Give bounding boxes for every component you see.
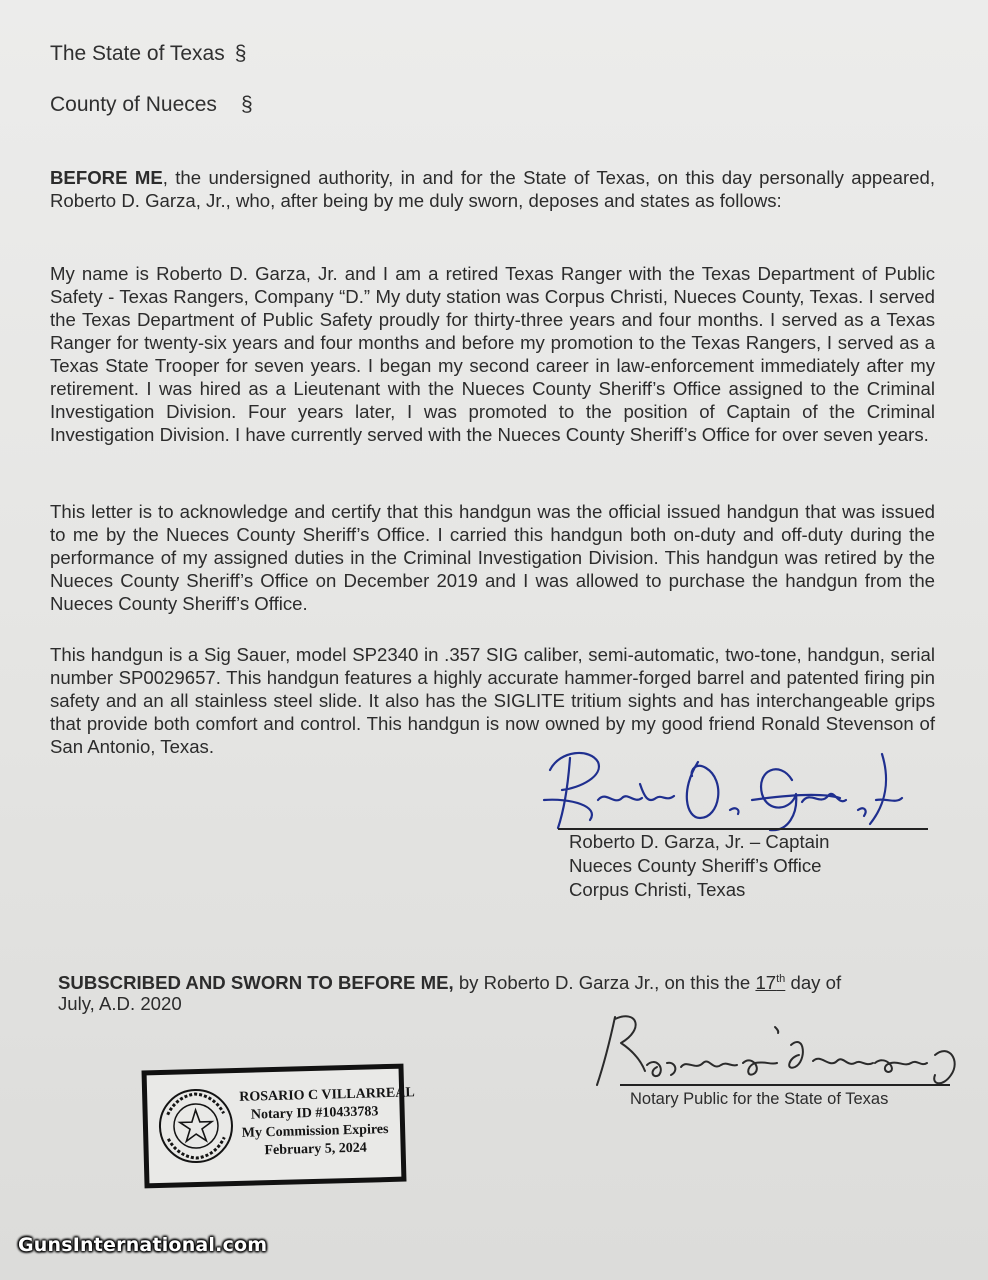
state-heading-text: The State of Texas — [50, 42, 225, 65]
stamp-notary-name: ROSARIO C VILLARREAL — [239, 1085, 415, 1105]
county-heading-text: County of Nueces — [50, 93, 217, 116]
notary-caption: Notary Public for the State of Texas — [630, 1090, 889, 1108]
notary-signature — [575, 1005, 965, 1095]
garza-signature — [530, 740, 930, 835]
section-symbol: § — [240, 93, 253, 116]
state-heading — [50, 42, 246, 66]
section-symbol: § — [234, 42, 247, 65]
stamp-expiration-date: February 5, 2024 — [264, 1140, 367, 1159]
jurat-date-line: July, A.D. 2020 — [58, 993, 182, 1015]
paragraph-certification: This letter is to acknowledge and certify that this handgun was the official issued handgun that was issued to me by the Nueces County Sheriff’s Office. I carried this handgun both on-duty and off-duty during the performance of my assigned duties in the Criminal Investigation Division. This handgun was retired by the Nueces County Sheriff’s Office on December 2019 and I was allowed to purchase the handgun from the Nueces County Sheriff’s Office. — [50, 501, 935, 614]
paragraph-handgun-description: This handgun is a Sig Sauer, model SP2340 in .357 SIG caliber, semi-automatic, two-tone, handgun, serial number SP0029657. This handgun features a highly accurate hammer-forged barrel and patented firing pin safety and an all stainless steel slide. It also has the SIGLITE tritium sights and has interchangeable grips that provide both comfort and control. This handgun is now owned by my good friend Ronald Stevenson of San Antonio, Texas. — [50, 644, 935, 757]
jurat-day — [755, 972, 785, 993]
intro-lead: BEFORE ME — [50, 167, 163, 188]
signer-office: Nueces County Sheriff’s Office — [569, 855, 822, 876]
intro-paragraph — [50, 166, 935, 212]
jurat-after-day: day of — [785, 972, 842, 994]
county-heading — [50, 93, 253, 117]
signer-location: Corpus Christi, Texas — [569, 879, 746, 900]
paragraph-background: My name is Roberto D. Garza, Jr. and I am a retired Texas Ranger with the Texas Department of Public Safety - Texas Rangers, Company “D.” My duty station was Corpus Christi, Nueces County, Texas. I served the Texas Department of Public Safety proudly for thirty-three years and four months. I served as a Texas Ranger for twenty-six years and four months and before my promotion to the Texas Rangers, I served as a Texas State Trooper for seven years. I began my second career in law-enforcement immediately after my retirement. I was hired as a Lieutenant with the Nueces County Sheriff’s Office assigned to the Criminal Investigation Division. Four years later, I was promoted to the position of Captain of the Criminal Investigation Division. I have currently served with the Nueces County Sheriff’s Office for over seven years. — [50, 263, 935, 445]
signature-block — [569, 830, 829, 902]
jurat-line-1 — [58, 969, 938, 993]
stamp-commission-label: My Commission Expires — [241, 1122, 389, 1141]
notary-stamp — [142, 1064, 415, 1189]
site-watermark: GunsInternational.com — [18, 1234, 268, 1256]
stamp-notary-id: Notary ID #10433783 — [250, 1104, 379, 1123]
signer-name-title: Roberto D. Garza, Jr. – Captain — [569, 831, 830, 852]
jurat-lead: SUBSCRIBED AND SWORN TO BEFORE ME, — [58, 972, 454, 994]
notary-seal-icon — [155, 1085, 237, 1167]
jurat-day-number: 17 — [755, 972, 777, 994]
intro-text: , the undersigned authority, in and for the State of Texas, on this day personally appeared, Roberto D. Garza, Jr., who, after being by me duly sworn, deposes and states as follows: — [50, 167, 935, 211]
jurat-day-suffix: th — [776, 973, 786, 985]
stamp-text — [239, 1085, 415, 1161]
jurat-middle: by Roberto D. Garza Jr., on this the — [453, 972, 756, 994]
notary-signature-line — [620, 1084, 950, 1086]
